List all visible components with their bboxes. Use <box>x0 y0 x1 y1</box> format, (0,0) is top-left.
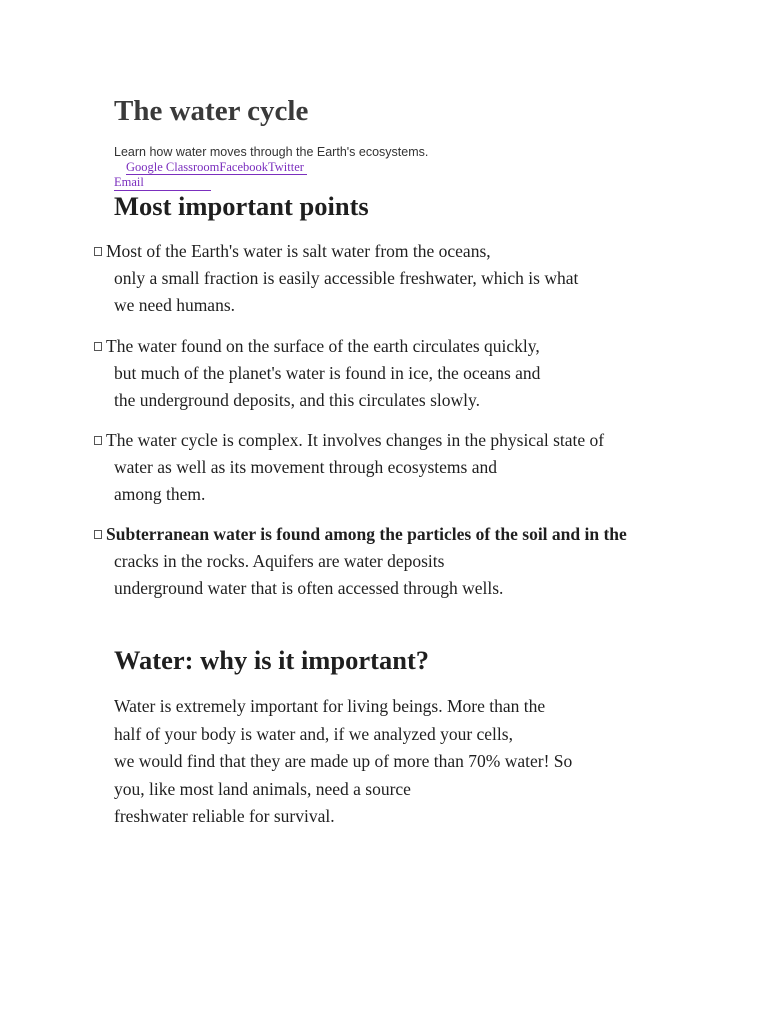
paragraph-line: we would find that they are made up of more than 70% water! So <box>114 751 573 771</box>
share-email-link[interactable]: Email <box>114 174 211 191</box>
paragraph-line: half of your body is water and, if we analyzed your cells, <box>114 723 513 744</box>
bullet-line: underground water that is often accessed through wells. <box>114 578 504 598</box>
share-email-row <box>114 174 211 191</box>
paragraph-why-important <box>114 693 714 831</box>
bullet-marker-icon <box>94 436 102 445</box>
page-subtitle: Learn how water moves through the Earth's ecosystems. <box>114 145 429 159</box>
section-heading-why-important: Water: why is it important? <box>114 645 430 675</box>
bullet-line: only a small fraction is easily accessible freshwater, which is what <box>114 268 579 288</box>
bullet-line: we need humans. <box>114 295 236 315</box>
section-heading-important-points: Most important points <box>114 191 369 221</box>
bullet-marker-icon <box>94 247 102 256</box>
bullet-item <box>94 238 694 319</box>
share-twitter-link[interactable]: Twitter <box>268 160 304 174</box>
bullet-item <box>94 427 694 508</box>
bullet-line: Most of the Earth's water is salt water from the oceans, <box>94 238 694 265</box>
bullet-line: cracks in the rocks. Aquifers are water deposits <box>114 551 445 571</box>
page-title: The water cycle <box>114 95 309 127</box>
bullet-line: water as well as its movement through ecosystems and <box>114 457 497 477</box>
bullet-marker-icon <box>94 530 102 539</box>
bullet-marker-icon <box>94 342 102 351</box>
bullet-item <box>94 521 694 602</box>
paragraph-line: Water is extremely important for living beings. More than the <box>114 696 546 716</box>
paragraph-line: freshwater reliable for survival. <box>114 806 335 826</box>
share-google-classroom-link[interactable]: Google Classroom <box>126 160 220 174</box>
bullet-line: The water cycle is complex. It involves changes in the physical state of <box>94 427 694 454</box>
share-links <box>126 159 307 175</box>
bullet-line: the underground deposits, and this circulates slowly. <box>114 390 480 410</box>
bullet-line: Subterranean water is found among the particles of the soil and in the <box>94 521 694 548</box>
bullet-line: but much of the planet's water is found in ice, the oceans and <box>114 363 541 383</box>
bullet-line: among them. <box>114 484 206 504</box>
share-facebook-link[interactable]: Facebook <box>219 160 269 174</box>
bullet-line: The water found on the surface of the earth circulates quickly, <box>94 333 694 360</box>
paragraph-line: you, like most land animals, need a source <box>114 778 411 799</box>
share-link-underline-tail <box>304 160 307 175</box>
bullet-item <box>94 333 694 414</box>
